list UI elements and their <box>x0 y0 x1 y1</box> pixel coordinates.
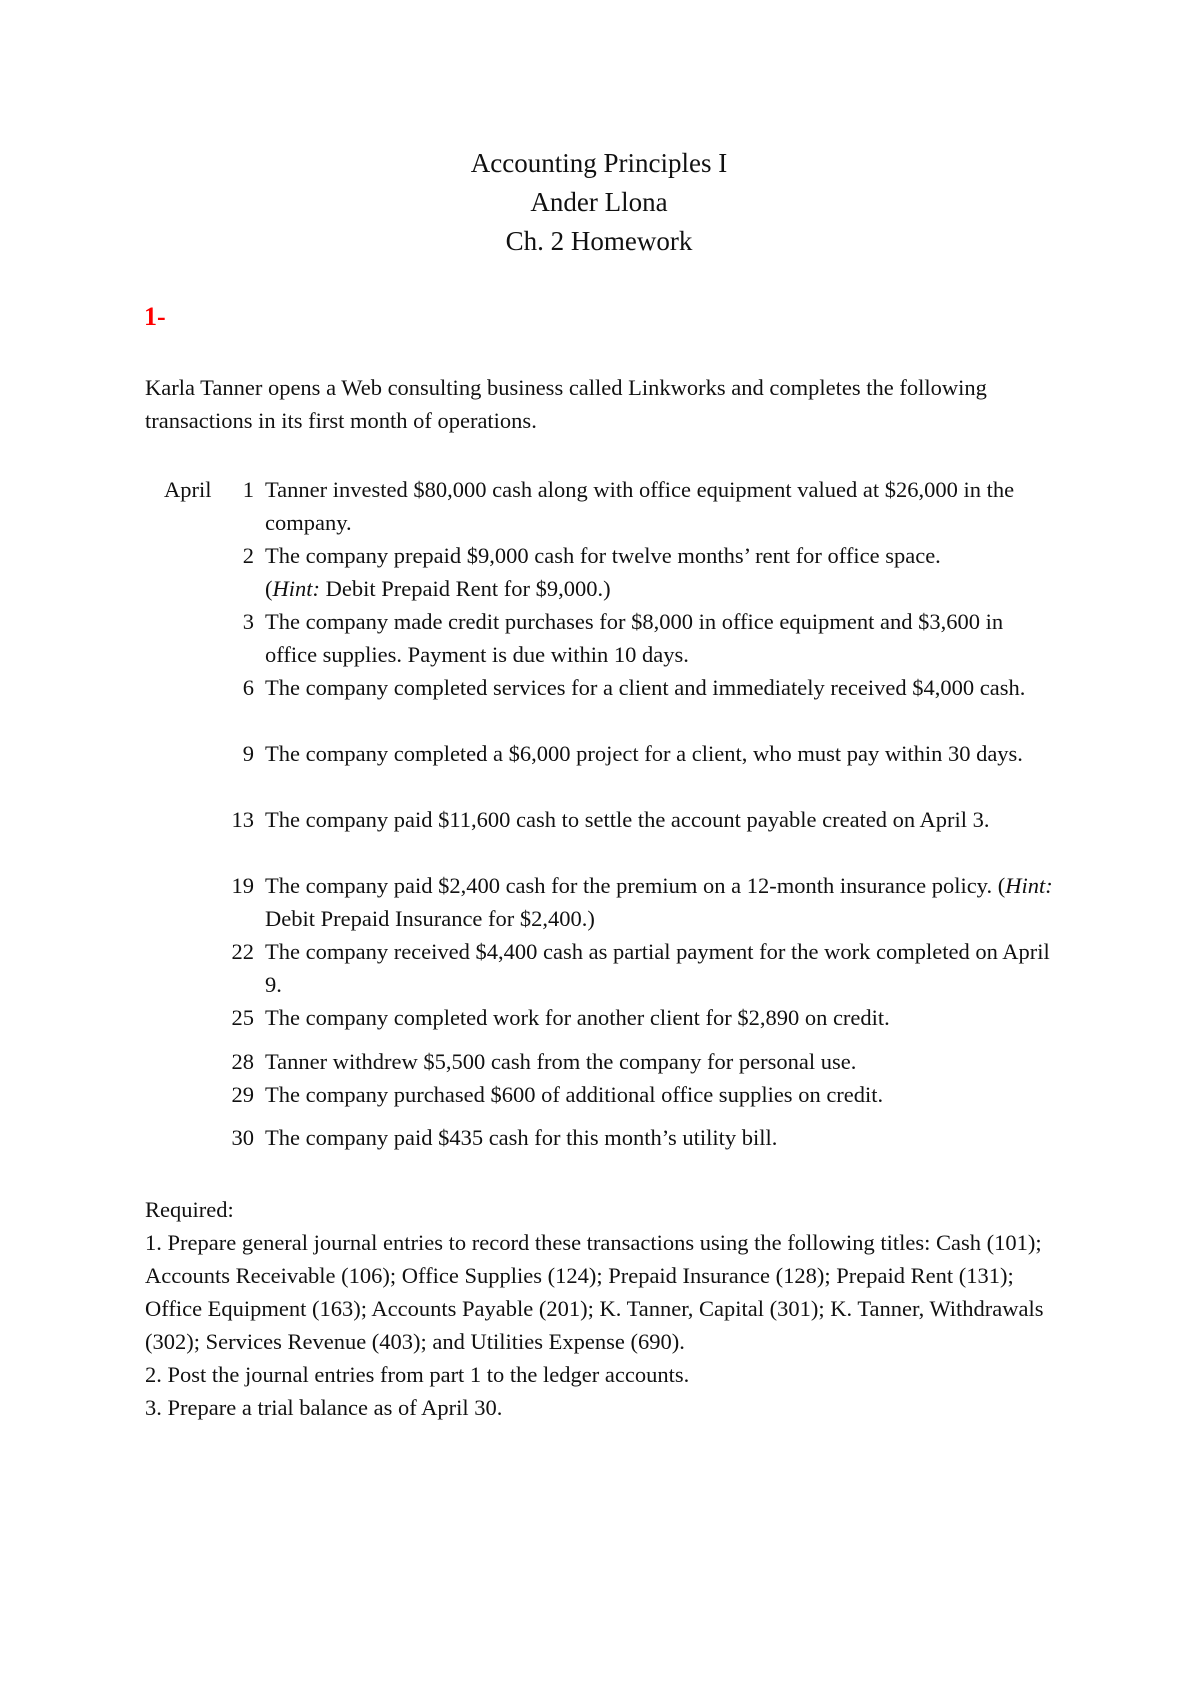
problem-number: 1- <box>144 302 166 331</box>
transaction-main-text: The company prepaid $9,000 cash for twelve months’ rent for office space. <box>265 543 941 568</box>
transaction-day: 28 <box>231 1049 254 1074</box>
transaction-text: The company purchased $600 of additional office supplies on credit. <box>265 1082 884 1107</box>
required-item-1: 1. Prepare general journal entries to record these transactions using the following titles: Cash (101); Accounts Receivable (106); Office Supplies (124); Prepaid Insurance (128); Prepaid Rent (131); Office Equipment (163); Accounts Payable (201); K. Tanner, Capital (301); K. Tanner, Withdrawals (302); Services Revenue (403); and Utilities Expense (690). <box>145 1230 1044 1354</box>
transaction-text: Tanner invested $80,000 cash along with office equipment valued at $26,000 in the company. <box>265 477 1015 535</box>
transaction-text: The company completed services for a client and immediately received $4,000 cash. <box>265 675 1026 700</box>
hint-open-paren: ( <box>265 576 273 601</box>
transaction-month: April <box>164 477 212 502</box>
transaction-day: 2 <box>242 543 254 568</box>
transaction-text <box>265 869 1055 935</box>
transaction-day: 25 <box>231 1005 254 1030</box>
transaction-text: The company made credit purchases for $8,000 in office equipment and $3,600 in office supplies. Payment is due within 10 days. <box>265 609 1004 667</box>
course-title: Accounting Principles I <box>470 148 728 178</box>
required-label: Required: <box>145 1197 234 1222</box>
transaction-text <box>265 539 1055 605</box>
author-name: Ander Llona <box>530 187 668 217</box>
required-section <box>145 1193 1065 1424</box>
title-block <box>6 144 1192 261</box>
hint-label: Hint: <box>272 576 320 601</box>
required-item-3: 3. Prepare a trial balance as of April 30. <box>145 1395 503 1420</box>
transaction-day: 1 <box>242 477 254 502</box>
transaction-day: 22 <box>231 939 254 964</box>
transaction-day: 19 <box>231 873 254 898</box>
hint-text: Debit Prepaid Insurance for $2,400.) <box>265 906 595 931</box>
assignment-title: Ch. 2 Homework <box>505 226 693 256</box>
transaction-day: 29 <box>231 1082 254 1107</box>
transaction-text: The company received $4,400 cash as partial payment for the work completed on April 9. <box>265 939 1050 997</box>
transaction-day: 9 <box>242 741 254 766</box>
transaction-main-text: The company paid $2,400 cash for the premium on a 12-month insurance policy. ( <box>265 873 1006 898</box>
problem-intro: Karla Tanner opens a Web consulting business called Linkworks and completes the following transactions in its first month of operations. <box>145 375 987 433</box>
required-item-2: 2. Post the journal entries from part 1 to the ledger accounts. <box>145 1362 690 1387</box>
transaction-text: The company completed a $6,000 project for a client, who must pay within 30 days. <box>265 741 1023 766</box>
hint-label: Hint: <box>1005 873 1053 898</box>
transaction-day: 30 <box>231 1125 254 1150</box>
transaction-text: The company paid $11,600 cash to settle the account payable created on April 3. <box>265 807 990 832</box>
transaction-text: The company paid $435 cash for this month’s utility bill. <box>265 1125 778 1150</box>
transaction-day: 6 <box>242 675 254 700</box>
transaction-day: 13 <box>231 807 254 832</box>
transaction-day: 3 <box>242 609 254 634</box>
transaction-text: Tanner withdrew $5,500 cash from the company for personal use. <box>265 1049 857 1074</box>
transaction-text: The company completed work for another client for $2,890 on credit. <box>265 1005 890 1030</box>
hint-text: Debit Prepaid Rent for $9,000.) <box>320 576 611 601</box>
